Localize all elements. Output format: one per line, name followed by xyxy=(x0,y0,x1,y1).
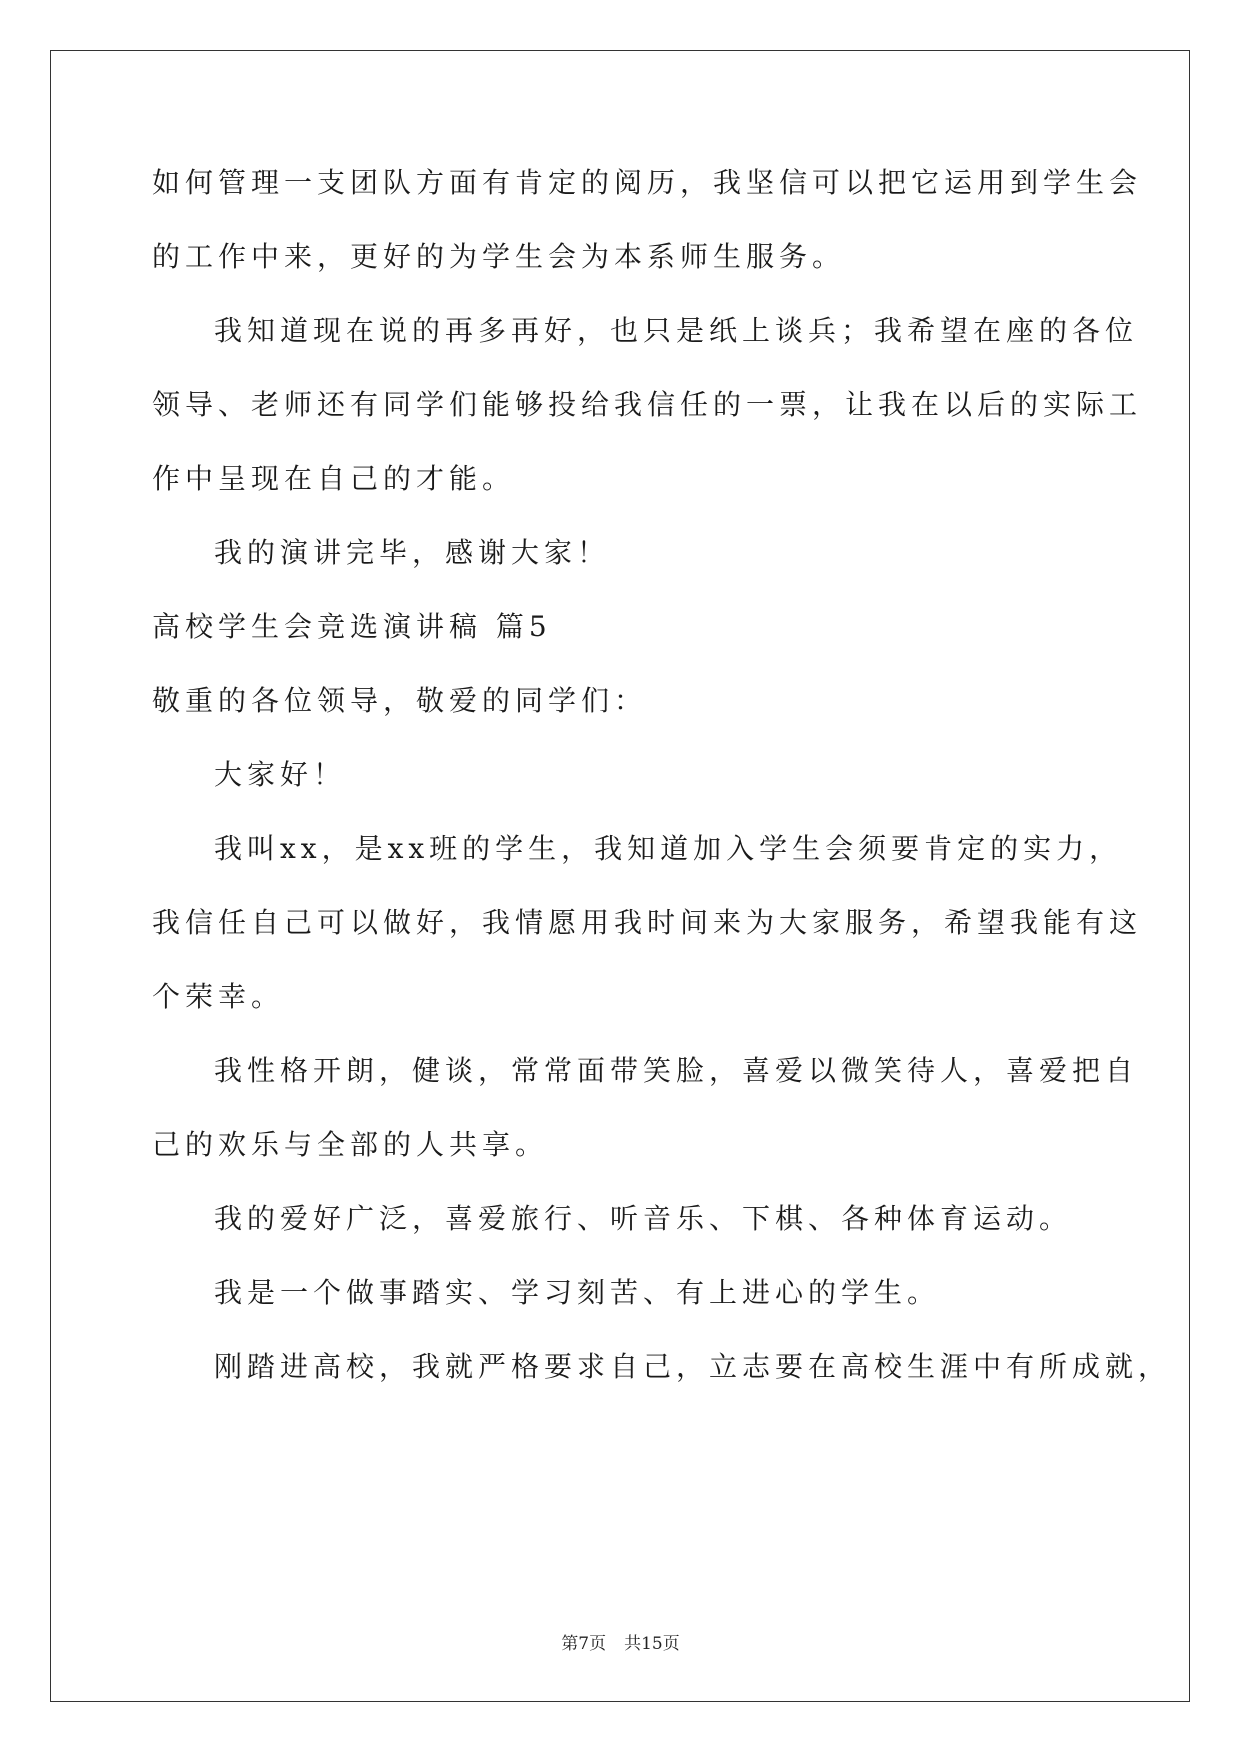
salutation: 敬重的各位领导，敬爱的同学们： xyxy=(152,684,648,717)
text-line: 我是一个做事踏实、学习刻苦、有上进心的学生。 xyxy=(214,1276,941,1309)
text-line: 我信任自己可以做好，我情愿用我时间来为大家服务，希望我能有这 xyxy=(152,906,1143,939)
page-number-current: 第7页 xyxy=(561,1634,607,1654)
page-number-total: 共15页 xyxy=(624,1634,680,1654)
section-heading: 高校学生会竞选演讲稿 篇5 xyxy=(152,610,552,643)
text-line: 作中呈现在自己的才能。 xyxy=(152,462,516,495)
page-footer xyxy=(0,1632,1241,1656)
text-line: 如何管理一支团队方面有肯定的阅历，我坚信可以把它运用到学生会 xyxy=(152,166,1143,199)
text-line: 我性格开朗，健谈，常常面带笑脸，喜爱以微笑待人，喜爱把自 xyxy=(214,1054,1139,1087)
text-line: 的工作中来，更好的为学生会为本系师生服务。 xyxy=(152,240,846,273)
text-line: 我叫xx，是xx班的学生，我知道加入学生会须要肯定的实力， xyxy=(214,832,1123,865)
text-line: 刚踏进高校，我就严格要求自己，立志要在高校生涯中有所成就， xyxy=(214,1350,1172,1383)
page-border xyxy=(50,50,1190,1702)
text-line: 我的爱好广泛，喜爱旅行、听音乐、下棋、各种体育运动。 xyxy=(214,1202,1073,1235)
text-line: 我知道现在说的再多再好，也只是纸上谈兵；我希望在座的各位 xyxy=(214,314,1139,347)
text-line: 我的演讲完毕，感谢大家！ xyxy=(214,536,611,569)
text-line: 领导、老师还有同学们能够投给我信任的一票，让我在以后的实际工 xyxy=(152,388,1143,421)
greeting: 大家好！ xyxy=(214,758,347,791)
text-line: 个荣幸。 xyxy=(152,980,285,1013)
text-line: 己的欢乐与全部的人共享。 xyxy=(152,1128,549,1161)
